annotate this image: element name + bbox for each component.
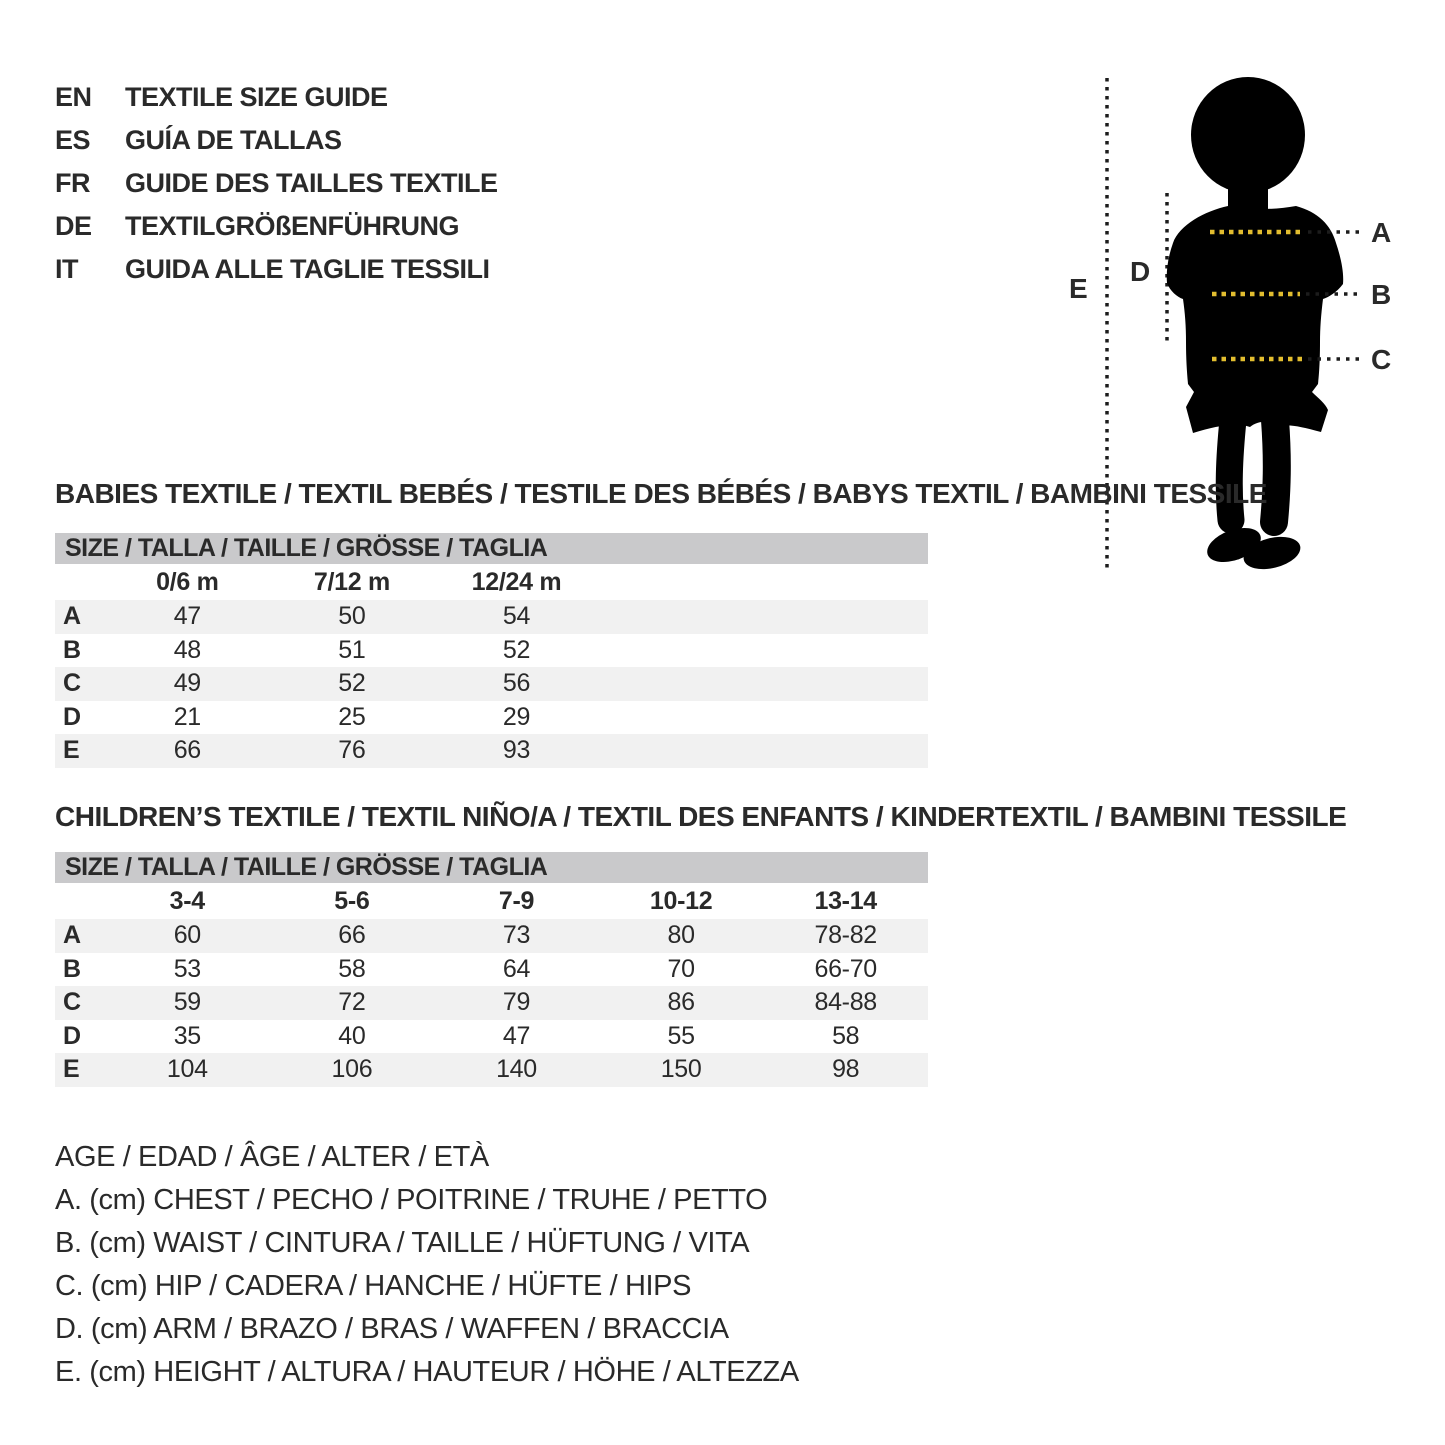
children-section <box>55 801 1347 1087</box>
cell: D <box>63 1021 81 1050</box>
cell: B <box>63 635 81 664</box>
cell: 78-82 <box>814 921 877 950</box>
lang-code: FR <box>55 168 90 198</box>
language-title-block <box>55 76 498 291</box>
legend-line-waist: B. (cm) WAIST / CINTURA / TAILLE / HÜFTUNG / VITA <box>55 1227 750 1259</box>
cell: 86 <box>667 988 695 1017</box>
lang-code: DE <box>55 211 92 241</box>
cell: 106 <box>331 1055 373 1084</box>
title-text: TEXTILGRÖßENFÜHRUNG <box>125 211 459 241</box>
cell: 52 <box>502 635 531 664</box>
cell: 50 <box>338 602 366 631</box>
cell: 58 <box>832 1021 860 1050</box>
table-row <box>55 986 928 1020</box>
label-b: B <box>1371 279 1392 310</box>
table-row <box>55 1053 928 1087</box>
cell: 70 <box>667 954 695 983</box>
cell: 10-12 <box>649 886 713 915</box>
title-row-es <box>55 119 498 162</box>
cell: A <box>63 602 81 631</box>
legend-line-chest: A. (cm) CHEST / PECHO / POITRINE / TRUHE / PETTO <box>55 1184 768 1216</box>
cell: 93 <box>502 736 531 765</box>
children-size-header-bar: SIZE / TALLA / TAILLE / GRÖSSE / TAGLIA <box>55 852 928 883</box>
title-text: GUIDA ALLE TAGLIE TESSILI <box>125 254 490 284</box>
babies-column-headers <box>55 564 928 600</box>
cell: E <box>63 736 80 765</box>
lang-code: ES <box>55 125 91 155</box>
legend-line-age: AGE / EDAD / ÂGE / ALTER / ETÀ <box>55 1141 489 1173</box>
measurement-legend <box>55 1136 799 1394</box>
table-row <box>55 919 928 953</box>
cell: 140 <box>496 1055 537 1084</box>
cell: 53 <box>173 954 201 983</box>
cell: 84-88 <box>814 988 877 1017</box>
title-row-en <box>55 76 498 119</box>
cell: 52 <box>338 669 366 698</box>
cell: 3-4 <box>169 886 205 915</box>
cell: 59 <box>173 988 201 1017</box>
babies-section <box>55 478 1267 768</box>
cell: 48 <box>173 635 201 664</box>
table-row <box>55 734 928 768</box>
cell: 12/24 m <box>471 567 562 596</box>
cell: A <box>63 921 81 950</box>
cell: 51 <box>338 635 366 664</box>
title-text: GUÍA DE TALLAS <box>125 125 342 155</box>
title-text: TEXTILE SIZE GUIDE <box>125 82 388 112</box>
babies-size-header-bar: SIZE / TALLA / TAILLE / GRÖSSE / TAGLIA <box>55 533 928 564</box>
cell: B <box>63 954 81 983</box>
cell: 150 <box>660 1055 702 1084</box>
cell: 47 <box>502 1021 531 1050</box>
cell: 58 <box>338 954 366 983</box>
cell: 40 <box>338 1021 366 1050</box>
cell: 98 <box>832 1055 860 1084</box>
label-e: E <box>1069 273 1088 304</box>
cell: C <box>63 988 81 1017</box>
title-row-de <box>55 205 498 248</box>
cell: 54 <box>502 602 531 631</box>
title-row-fr <box>55 162 498 205</box>
table-row <box>55 953 928 987</box>
table-row <box>55 701 928 735</box>
table-row <box>55 1020 928 1054</box>
children-column-headers <box>55 883 928 919</box>
cell: 60 <box>173 921 201 950</box>
cell: 72 <box>338 988 366 1017</box>
label-d: D <box>1130 256 1151 287</box>
cell: 7/12 m <box>313 567 390 596</box>
cell: E <box>63 1055 80 1084</box>
cell: 35 <box>173 1021 201 1050</box>
legend-line-hip: C. (cm) HIP / CADERA / HANCHE / HÜFTE / HIPS <box>55 1270 692 1302</box>
cell: 80 <box>667 921 695 950</box>
cell: 64 <box>502 954 531 983</box>
table-row <box>55 667 928 701</box>
lang-code: EN <box>55 82 92 112</box>
cell: 21 <box>173 702 201 731</box>
label-c: C <box>1371 344 1392 375</box>
title-row-it <box>55 248 498 291</box>
cell: 73 <box>502 921 531 950</box>
babies-heading: BABIES TEXTILE / TEXTIL BEBÉS / TESTILE DES BÉBÉS / BABYS TEXTIL / BAMBINI TESSILE <box>55 478 1267 509</box>
cell: 66-70 <box>814 954 877 983</box>
legend-line-arm: D. (cm) ARM / BRAZO / BRAS / WAFFEN / BRACCIA <box>55 1313 729 1345</box>
table-row <box>55 600 928 634</box>
cell: 55 <box>667 1021 695 1050</box>
cell: 76 <box>338 736 366 765</box>
cell: 56 <box>502 669 531 698</box>
cell: C <box>63 669 81 698</box>
cell: 104 <box>166 1055 208 1084</box>
lang-code: IT <box>55 254 78 284</box>
cell: 66 <box>338 921 366 950</box>
cell: 25 <box>338 702 366 731</box>
cell: 49 <box>173 669 201 698</box>
cell: 29 <box>502 702 531 731</box>
children-heading: CHILDREN’S TEXTILE / TEXTIL NIÑO/A / TEXTIL DES ENFANTS / KINDERTEXTIL / BAMBINI TESSILE <box>55 801 1347 832</box>
cell: 47 <box>173 602 201 631</box>
cell: 79 <box>502 988 531 1017</box>
cell: 7-9 <box>498 886 535 915</box>
title-text: GUIDE DES TAILLES TEXTILE <box>125 168 498 198</box>
cell: 66 <box>173 736 201 765</box>
cell: 0/6 m <box>156 567 219 596</box>
cell: 5-6 <box>334 886 370 915</box>
cell: 13-14 <box>814 886 877 915</box>
table-row <box>55 634 928 668</box>
label-a: A <box>1371 217 1392 248</box>
legend-line-height: E. (cm) HEIGHT / ALTURA / HAUTEUR / HÖHE / ALTEZZA <box>55 1356 799 1388</box>
cell: D <box>63 702 81 731</box>
